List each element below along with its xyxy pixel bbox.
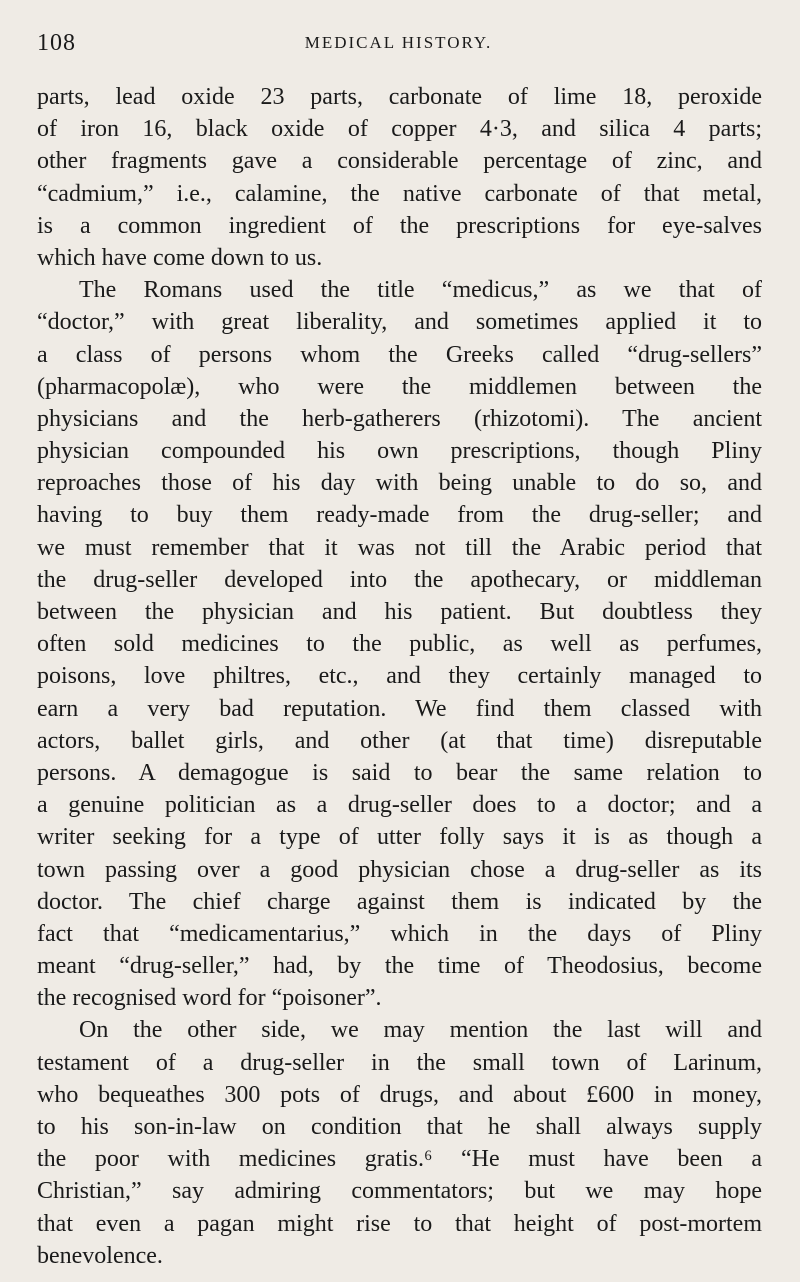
- text-line: writer seeking for a type of utter folly says it is as though a: [37, 824, 762, 851]
- text-line: poisons, love philtres, etc., and they certainly managed to: [37, 663, 762, 690]
- text-line: of iron 16, black oxide of copper 4·3, and silica 4 parts;: [37, 116, 762, 143]
- text-line: is a common ingredient of the prescriptions for eye-salves: [37, 212, 762, 239]
- text-line: a class of persons whom the Greeks called “drug-sellers”: [37, 341, 762, 368]
- text-line: earn a very bad reputation. We find them classed with: [37, 695, 762, 722]
- text-line: often sold medicines to the public, as well as perfumes,: [37, 631, 762, 658]
- text-line: we must remember that it was not till the Arabic period that: [37, 534, 762, 561]
- text-line: between the physician and his patient. But doubtless they: [37, 599, 762, 625]
- running-title: MEDICAL HISTORY.: [304, 33, 493, 52]
- text-line: testament of a drug-seller in the small town of Larinum,: [37, 1049, 762, 1076]
- text-line: which have come down to us.: [37, 244, 323, 271]
- text-line: to his son-in-law on condition that he shall always supply: [37, 1114, 762, 1140]
- text-line: that even a pagan might rise to that height of post-mortem: [37, 1210, 762, 1237]
- text-line: fact that “medicamentarius,” which in the days of Pliny: [37, 920, 762, 947]
- text-line: reproaches those of his day with being unable to do so, and: [37, 470, 762, 497]
- text-line: town passing over a good physician chose a drug-seller as its: [37, 856, 762, 883]
- text-line: physician compounded his own prescriptions, though Pliny: [37, 438, 762, 465]
- text-line: meant “drug-seller,” had, by the time of Theodosius, become: [37, 953, 762, 980]
- text-line: benevolence.: [37, 1242, 163, 1269]
- text-line: the drug-seller developed into the apothecary, or middleman: [37, 566, 762, 593]
- text-line: (pharmacopolæ), who were the middlemen between the: [37, 373, 762, 400]
- text-line: Christian,” say admiring commentators; but we may hope: [37, 1178, 762, 1205]
- text-line: “cadmium,” i.e., calamine, the native carbonate of that metal,: [37, 180, 762, 207]
- text-line: who bequeathes 300 pots of drugs, and about £600 in money,: [37, 1081, 762, 1108]
- text-line: physicians and the herb-gatherers (rhizotomi). The ancient: [37, 405, 762, 432]
- text-line: parts, lead oxide 23 parts, carbonate of lime 18, peroxide: [37, 84, 762, 110]
- text-line: On the other side, we may mention the last will and: [79, 1017, 762, 1044]
- page-number: 108: [37, 30, 76, 56]
- body-text: [37, 81, 762, 1272]
- text-line: persons. A demagogue is said to bear the same relation to: [37, 759, 762, 786]
- text-line: The Romans used the title “medicus,” as we that of: [79, 277, 762, 304]
- text-line: actors, ballet girls, and other (at that time) disreputable: [37, 727, 762, 754]
- text-line: having to buy them ready-made from the drug-seller; and: [37, 502, 762, 529]
- text-line: the poor with medicines gratis.⁶ “He must have been a: [37, 1146, 762, 1173]
- text-line: doctor. The chief charge against them is indicated by the: [37, 888, 762, 915]
- text-line: the recognised word for “poisoner”.: [37, 985, 382, 1012]
- text-line: a genuine politician as a drug-seller does to a doctor; and a: [37, 792, 762, 819]
- text-line: other fragments gave a considerable percentage of zinc, and: [37, 148, 762, 175]
- text-line: “doctor,” with great liberality, and sometimes applied it to: [37, 309, 762, 336]
- page-header: [37, 30, 760, 64]
